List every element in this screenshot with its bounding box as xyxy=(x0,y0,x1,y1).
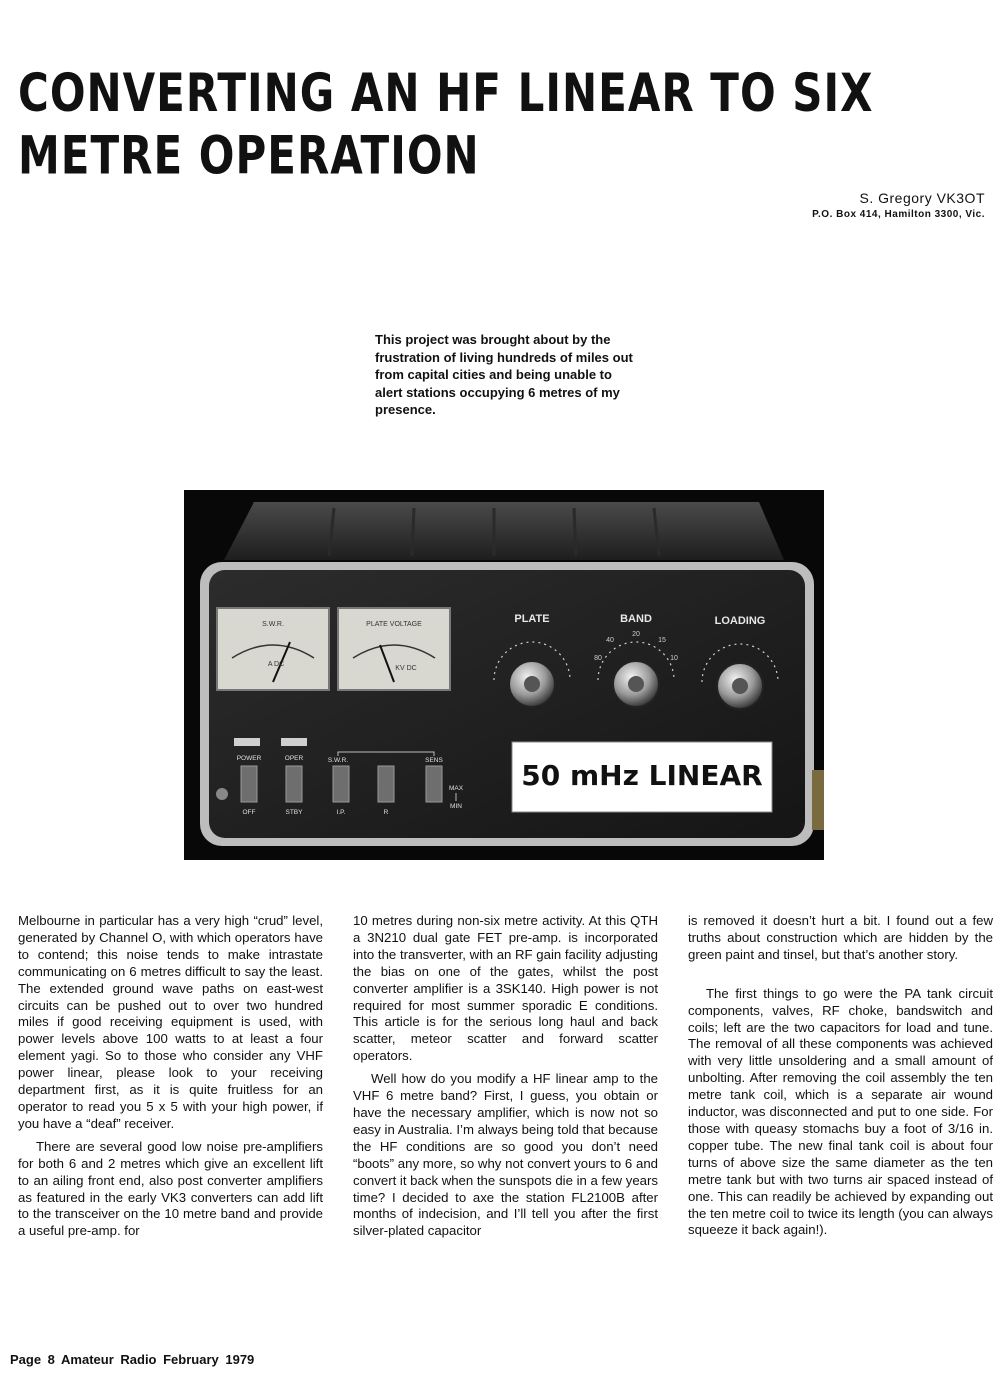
band-scale-10: 10 xyxy=(670,655,678,662)
column-1 xyxy=(18,913,323,1240)
swr-switch-label: S.W.R. xyxy=(327,757,349,764)
article-title: CONVERTING AN HF LINEAR TO SIX METRE OPERATION xyxy=(18,62,874,186)
col1-paragraph-1: Melbourne in particular has a very high “crud” level, generated by Channel O, with which operators have to contend; this noise tends to make intrastate communicating on 6 metres difficult to say the least. The extended ground wave paths on east-west circuits can be pushed out to over two hundred miles if good receiving equipment is used, with power levels above 100 watts to at least a four element yagi. So to those who consider any VHF power linear, please look to your receiving department first, as it is quite fruitless for an operator to read you 5 x 5 with your high power, if you have a “deaf” receiver. xyxy=(18,913,323,1131)
side-bracket xyxy=(812,770,824,830)
plate-voltage-meter xyxy=(338,608,450,690)
amplifier-photo xyxy=(184,490,824,860)
stby-label: STBY xyxy=(285,809,303,816)
col2-paragraph-2: Well how do you modify a HF linear amp to the VHF 6 metre band? First, I guess, you obtain or have the necessary amplifier, which is now not so easy in Australia. I’m always being told that because the HF conditions are so good you don’t need “boots” any more, so why not convert yours to 6 and convert it back when the sunspots die in a few years time? I decided to axe the station FL2100B after months of indecision, and I’ll tell you after the first silver-plated capacitor xyxy=(353,1071,658,1239)
power-switch-label: POWER xyxy=(236,755,262,762)
author-address: P.O. Box 414, Hamilton 3300, Vic. xyxy=(812,209,985,220)
col1-paragraph-2: There are several good low noise pre-amplifiers for both 6 and 2 metres which give an excellent lift to an ailing front end, also post converter amplifiers as featured in the early VK3 converters can add lift to the transceiver on the 10 metre band and provide a useful pre-amp. for xyxy=(18,1138,323,1239)
author-name: S. Gregory VK3OT xyxy=(859,190,985,206)
swr-switch-ip xyxy=(333,766,349,802)
power-jack xyxy=(216,788,228,800)
band-knob xyxy=(613,661,659,707)
plate-voltage-label: PLATE VOLTAGE xyxy=(366,621,422,628)
band-scale-40: 40 xyxy=(606,637,614,644)
ip-label: I.P. xyxy=(336,809,346,816)
sens-switch xyxy=(426,766,442,802)
column-3 xyxy=(688,913,993,1239)
sens-max-label: MAX xyxy=(448,785,464,792)
sens-switch-label: SENS xyxy=(425,757,443,764)
column-2 xyxy=(353,913,658,1240)
off-label: OFF xyxy=(242,809,256,816)
plate-knob xyxy=(509,661,555,707)
col2-paragraph-1: 10 metres during non-six metre activity. At this QTH a 3N210 dual gate FET pre-amp. is incorporated into the transverter, with an RF gain facility adjusting the bias on one of the gates, whilst the post converter amplifier is a 3SK140. High power is not required for most summer sporadic E conditions. This article is for the serious long haul and back scatter, meteor scatter and forward scatter operators. xyxy=(353,913,658,1064)
band-knob-label: BAND xyxy=(620,613,652,625)
oper-switch-label: OPER xyxy=(284,755,304,762)
swr-switch-r xyxy=(378,766,394,802)
intro-paragraph: This project was brought about by the frustration of living hundreds of miles out from capital cities and being unable to alert stations occupying 6 metres of my presence. xyxy=(375,332,633,417)
plate-knob-label: PLATE xyxy=(514,613,550,625)
swr-meter-label: S.W.R. xyxy=(262,621,284,628)
band-scale-15: 15 xyxy=(658,637,666,644)
oper-switch xyxy=(286,766,302,802)
swr-meter xyxy=(217,608,329,690)
r-label: R xyxy=(383,809,389,816)
power-switch xyxy=(241,766,257,802)
plate-voltage-unit: KV DC xyxy=(395,665,417,672)
panel-sign-text: 50 mHz LINEAR xyxy=(521,759,763,792)
sens-min-label: MIN xyxy=(450,803,462,810)
power-lamp xyxy=(234,738,260,746)
band-scale-20: 20 xyxy=(632,631,640,638)
loading-knob-label: LOADING xyxy=(714,615,766,627)
amplifier-illustration xyxy=(184,490,824,860)
col3-paragraph-2: The first things to go were the PA tank circuit components, valves, RF choke, bandswitch and coils; left are the two capacitors for load and tune. The removal of all these components was achieved with very little unsoldering and a small amount of unbolting. After removing the coil assembly the ten metre tank coil, which is a separate air wound inductor, was disconnected and put to one side. For those with queasy stomachs buy a foot of 3/16 in. copper tube. The new final tank coil is about four turns of above size the same diameter as the ten metre tank but with two turns air spaced instead of one. This can readily be achieved by expanding out the ten metre coil to twice its length (you can always squeeze it back again!). xyxy=(688,985,993,1238)
loading-knob xyxy=(717,663,763,709)
col3-paragraph-1: is removed it doesn’t hurt a bit. I found out a few truths about construction which are hidden by the green paint and tinsel, but that’s another story. xyxy=(688,913,993,962)
swr-meter-unit: A DC xyxy=(267,661,285,668)
oper-lamp xyxy=(281,738,307,746)
byline xyxy=(812,190,985,220)
page-footer: Page 8 Amateur Radio February 1979 xyxy=(10,1352,255,1367)
top-cover xyxy=(224,502,784,560)
band-scale-80: 80 xyxy=(594,655,602,662)
